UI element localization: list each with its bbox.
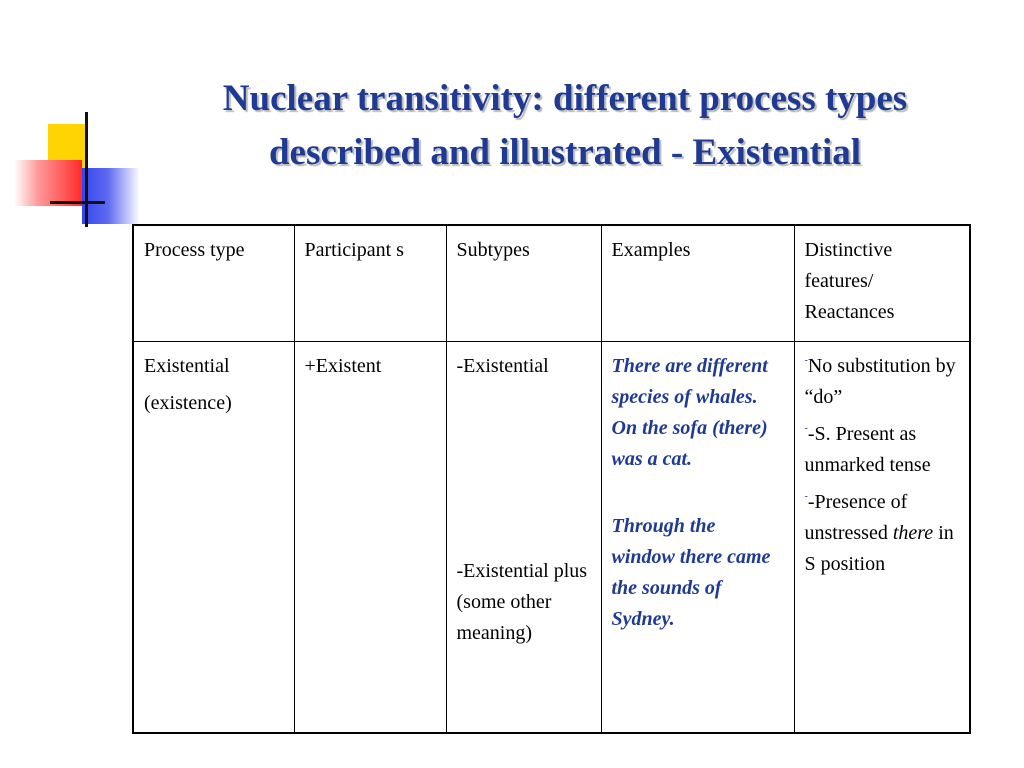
- example-1: There are different species of whales. On the sofa (there) was a cat.: [611, 355, 768, 470]
- header-subtypes: Subtypes: [446, 225, 601, 342]
- header-features: Distinctive features/ Reactances: [794, 225, 970, 342]
- feature-3-bullet: -: [804, 491, 808, 502]
- header-examples: Examples: [601, 225, 794, 342]
- feature-2: [805, 419, 960, 481]
- feature-3-emphasis: there: [892, 522, 934, 544]
- feature-1-text: No substitution by “do”: [804, 355, 956, 408]
- cell-examples: [601, 342, 794, 734]
- cell-subtypes: [446, 342, 601, 734]
- cell-process-type: [133, 342, 294, 734]
- feature-3: [805, 487, 960, 580]
- header-participants: Participant s: [294, 225, 446, 342]
- cell-participants: [294, 342, 446, 734]
- decor-vertical-line: [85, 112, 88, 227]
- decor-blue-square: [82, 168, 140, 224]
- feature-2-bullet: -: [804, 423, 808, 434]
- example-2: Through the window there came the sounds of Sydney.: [611, 515, 771, 630]
- subtype-1: -Existential: [456, 355, 549, 377]
- table-row: [133, 342, 970, 734]
- process-type-gloss: (existence): [144, 392, 232, 414]
- feature-1-bullet: -: [804, 355, 808, 366]
- cell-features: [794, 342, 970, 734]
- participant-value: +Existent: [304, 355, 382, 377]
- process-type-table: [132, 224, 971, 734]
- decor-horizontal-line: [50, 201, 105, 204]
- decor-red-square: [14, 160, 82, 206]
- feature-3-text-b: in S position: [804, 522, 954, 575]
- feature-3-text-a: -Presence of unstressed: [804, 491, 908, 544]
- slide-title: [140, 72, 990, 180]
- slide-title-line-1: Nuclear transitivity: different process types: [222, 78, 908, 119]
- header-process-type: Process type: [133, 225, 294, 342]
- table-header-row: [133, 225, 970, 342]
- feature-2-text: -S. Present as unmarked tense: [804, 423, 931, 476]
- slide-title-line-2: described and illustrated - Existential: [268, 132, 862, 173]
- subtype-2: -Existential plus (some other meaning): [456, 560, 588, 644]
- process-type-name: Existential: [144, 355, 230, 377]
- feature-1: [805, 351, 960, 413]
